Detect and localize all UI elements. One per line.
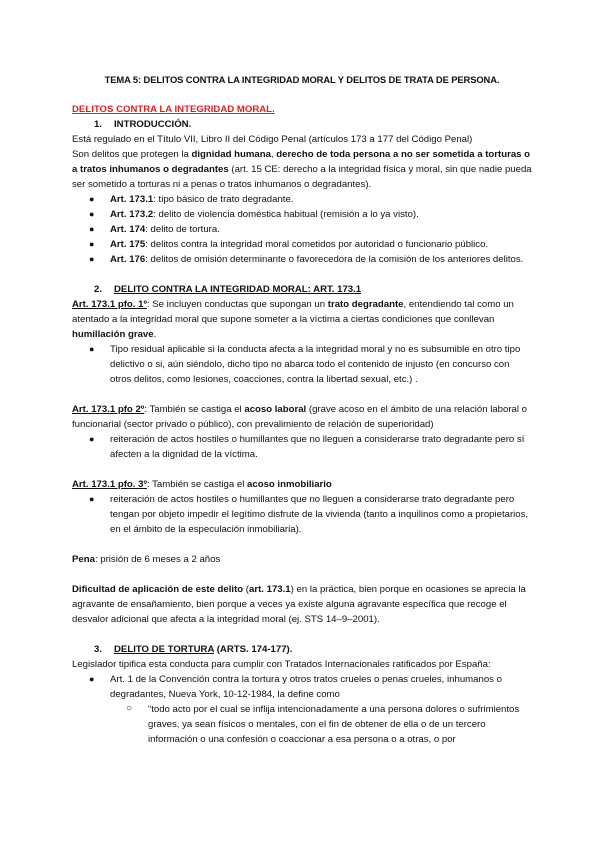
bold-run: Pena xyxy=(72,554,95,565)
article-desc: : delito de violencia doméstica habitual (remisión a lo ya visto). xyxy=(153,209,419,220)
heading-text: DELITO DE TORTURA xyxy=(114,644,215,655)
paragraph-dificultad xyxy=(72,582,532,627)
text-run: ) en la práctica, bien porque en ocasiones se aprecia la agravante de ensañamiento, bien porque a veces ya existe alguna agravante específica que recoge el desvalor adicional que afecta a la integridad moral (ej. STS 14–9–2001). xyxy=(72,584,526,625)
list-item-text: Tipo residual aplicable si la conducta afecta a la integridad moral y no es subsumible en otro tipo delictivo o si, aún siéndolo, dicho tipo no abarca todo el contenido de injusto (en concurso con otros delitos, como lesiones, coacciones, contra la libertad sexual, etc.) . xyxy=(110,344,521,385)
list-item xyxy=(72,237,532,252)
heading-text: INTRODUCCIÓN. xyxy=(114,119,192,130)
article-ref: Art. 173.1 xyxy=(110,194,154,205)
spacer xyxy=(72,537,532,552)
list-item xyxy=(72,342,532,387)
text-run: (art. 15 CE: derecho a la integridad física y moral, sin que nadie pueda ser sometido a torturas ni a penas o tratos inhumanos o degradantes). xyxy=(72,164,532,190)
quote-text: “todo acto por el cual se inflija intencionadamente a una persona dolores o sufrimientos graves, ya sean físicos o mentales, con el fin de obtener de ella o de un tercero información o una confesión o coaccionar a esa persona o a otras, o por xyxy=(148,704,520,745)
paragraph-173-1-pfo-3 xyxy=(72,477,532,492)
list-item xyxy=(72,432,532,462)
heading-number: 2. xyxy=(94,284,103,295)
bold-run: acoso inmobiliario xyxy=(247,479,332,490)
bold-run: dignidad humana xyxy=(191,149,271,160)
text-run: ( xyxy=(243,584,250,595)
bullet-icon: ● xyxy=(89,194,95,204)
text-run: : Se incluyen conductas que supongan un xyxy=(146,299,328,310)
document-title: TEMA 5: DELITOS CONTRA LA INTEGRIDAD MORAL Y DELITOS DE TRATA DE PERSONA. xyxy=(104,74,500,85)
text-run: , entendiendo tal como un atentado a la integridad moral que supone someter a la víctima a ciertas condiciones que conllevan xyxy=(72,299,514,325)
sublist xyxy=(110,702,532,747)
bullet-icon: ● xyxy=(89,209,95,219)
spacer xyxy=(72,462,532,477)
list-173-1-pfo-1 xyxy=(72,342,532,387)
document-page xyxy=(72,72,532,747)
heading-text: DELITO CONTRA LA INTEGRIDAD MORAL: ART. 173.1 xyxy=(114,284,362,295)
circle-bullet-icon: ○ xyxy=(126,703,133,714)
heading-text-suffix: (ARTS. 174-177). xyxy=(214,644,293,655)
heading-art-173-1 xyxy=(94,282,532,297)
bullet-icon: ● xyxy=(89,434,95,444)
bullet-icon: ● xyxy=(89,494,95,504)
list-item xyxy=(72,492,532,537)
article-ref: Art. 173.1 pfo 2º xyxy=(72,404,145,415)
list-173-1-pfo-3 xyxy=(72,492,532,537)
list-item xyxy=(72,252,532,267)
paragraph-173-1-pfo-1 xyxy=(72,297,532,342)
heading-number: 3. xyxy=(94,644,103,655)
text-run: Son delitos que protegen la xyxy=(72,149,192,160)
spacer xyxy=(72,627,532,642)
spacer xyxy=(72,387,532,402)
article-ref: Art. 174 xyxy=(110,224,146,235)
bullet-icon: ● xyxy=(89,344,95,354)
list-item-text: reiteración de actos hostiles o humillantes que no lleguen a considerarse trato degradante pero tengan por objeto impedir el legítimo disfrute de la vivienda (tanto a inquilinos como a propietarios, en el ámbito de la especulación inmobiliaria). xyxy=(110,494,529,535)
article-ref: Art. 175 xyxy=(110,239,146,250)
list-item-text: Art. 1 de la Convención contra la tortura y otros tratos crueles o penas crueles, inhumanos o degradantes, Nueva York, 10-12-1984, la define como xyxy=(110,674,502,700)
list-tortura xyxy=(72,672,532,747)
section-heading-integridad-moral: DELITOS CONTRA LA INTEGRIDAD MORAL. xyxy=(72,104,275,115)
text-run: : También se castiga el xyxy=(146,479,248,490)
paragraph-regulacion: Está regulado en el Título VII, Libro II del Código Penal (artículos 173 a 177 del Código Penal) xyxy=(72,134,473,145)
list-item xyxy=(72,222,532,237)
text-run: : También se castiga el xyxy=(144,404,245,415)
article-ref: Art. 176 xyxy=(110,254,146,265)
articles-list xyxy=(72,192,532,267)
article-desc: : tipo básico de trato degradante. xyxy=(153,194,294,205)
list-item-text: reiteración de actos hostiles o humillantes que no lleguen a considerarse trato degradante pero sí afecten a la dignidad de la víctima. xyxy=(110,434,525,460)
article-desc: : delito de tortura. xyxy=(145,224,220,235)
heading-tortura xyxy=(94,642,532,657)
article-desc: : delitos contra la integridad moral cometidos por autoridad o funcionario público. xyxy=(145,239,489,250)
bold-run: art. 173.1 xyxy=(249,584,291,595)
paragraph-bien-juridico xyxy=(72,147,532,192)
bullet-icon: ● xyxy=(89,254,95,264)
bold-run: trato degradante xyxy=(327,299,404,310)
spacer xyxy=(72,267,532,282)
paragraph-tratados: Legislador tipifica esta conducta para cumplir con Tratados Internacionales ratificados por España: xyxy=(72,659,491,670)
spacer xyxy=(72,567,532,582)
bullet-icon: ● xyxy=(89,224,95,234)
bullet-icon: ● xyxy=(89,239,95,249)
heading-number: 1. xyxy=(94,119,103,130)
list-item xyxy=(72,192,532,207)
text-run: : prisión de 6 meses a 2 años xyxy=(94,554,221,565)
paragraph-pena xyxy=(72,552,532,567)
bold-run: humillación grave xyxy=(72,329,154,340)
list-item xyxy=(72,672,532,747)
text-run: , xyxy=(270,149,277,160)
article-ref: Art. 173.1 pfo. 1º xyxy=(72,299,147,310)
paragraph-173-1-pfo-2 xyxy=(72,402,532,432)
bold-run: derecho de toda persona a no ser sometida a torturas o a tratos inhumanos o degradantes xyxy=(72,149,531,175)
article-ref: Art. 173.1 pfo. 3º xyxy=(72,479,147,490)
bold-run: acoso laboral xyxy=(244,404,307,415)
list-item xyxy=(72,207,532,222)
sublist-item xyxy=(110,702,532,747)
text-run: (grave acoso en el ámbito de una relación laboral o funcionarial (sector privado o público), con prevalimiento de relación de superioridad) xyxy=(72,404,528,430)
list-173-1-pfo-2 xyxy=(72,432,532,462)
bullet-icon: ● xyxy=(89,674,95,684)
article-desc: : delitos de omisión determinante o favorecedora de la comisión de los anteriores delitos. xyxy=(145,254,524,265)
text-run: . xyxy=(153,329,157,340)
article-ref: Art. 173.2 xyxy=(110,209,154,220)
bold-run: Dificultad de aplicación de este delito xyxy=(72,584,244,595)
heading-introduccion xyxy=(94,117,532,132)
